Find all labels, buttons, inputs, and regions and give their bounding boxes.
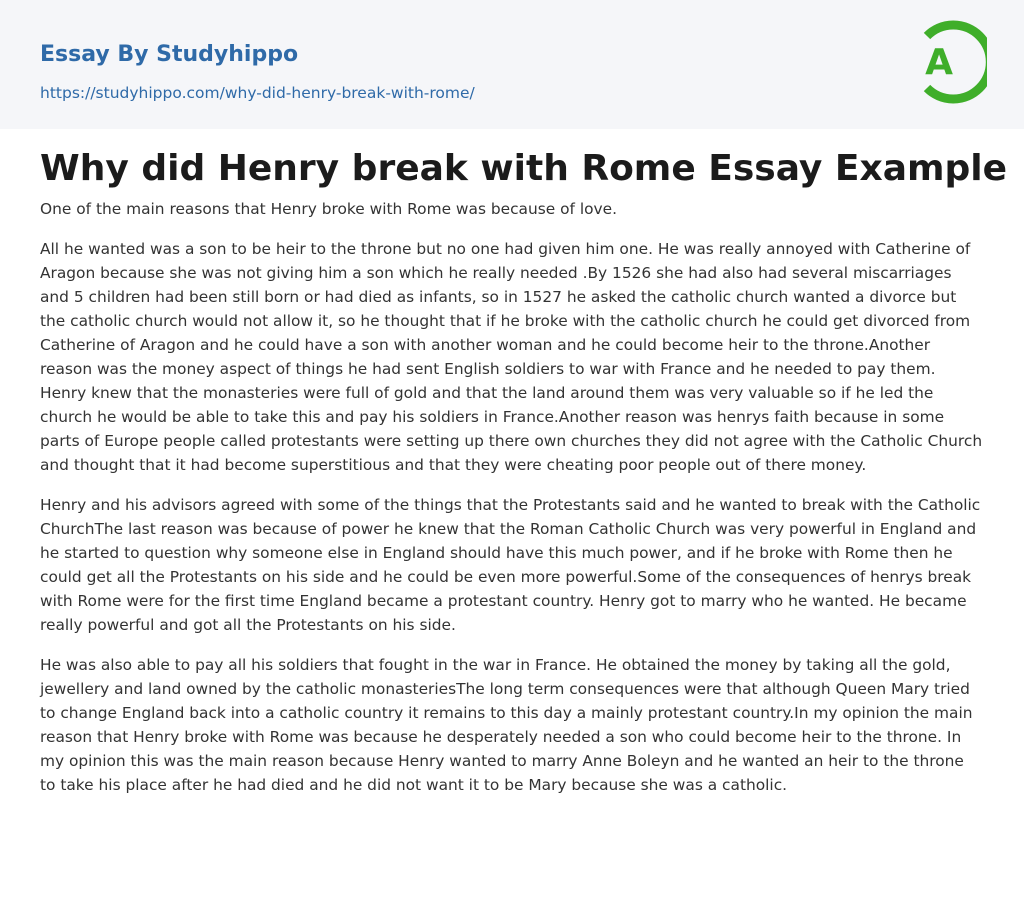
- logo-letter: A: [925, 42, 953, 83]
- essay-content: [0, 147, 1024, 797]
- essay-url-link[interactable]: https://studyhippo.com/why-did-henry-break-with-rome/: [40, 84, 475, 102]
- page-title: Why did Henry break with Rome Essay Example: [40, 148, 1008, 189]
- essay-paragraph: One of the main reasons that Henry broke with Rome was because of love.: [40, 200, 618, 218]
- essay-paragraph: Henry and his advisors agreed with some of the things that the Protestants said and he wanted to break with the Catholic ChurchThe last reason was because of power he knew that the Roman Catholic Church was very powerful in England and he started to question why someone else in England should have this much power, and if he broke with Rome then he could get all the Protestants on his side and he could be even more powerful.Some of the consequences of henrys break with Rome were for the first time England became a protestant country. Henry got to marry who he wanted. He became really powerful and got all the Protestants on his side.: [40, 496, 981, 634]
- site-brand[interactable]: Essay By Studyhippo: [40, 42, 299, 67]
- essay-paragraph: He was also able to pay all his soldiers that fought in the war in France. He obtained the money by taking all the gold, jewellery and land owned by the catholic monasteriesThe long term consequences were that although Queen Mary tried to change England back into a catholic country it remains to this day a mainly protestant country.In my opinion the main reason that Henry broke with Rome was because he desperately needed a son who could become heir to the throne. In my opinion this was the main reason because Henry wanted to marry Anne Boleyn and he wanted an heir to the throne to take his place after he had died and he did not want it to be Mary because she was a catholic.: [40, 656, 973, 794]
- essay-paragraph: All he wanted was a son to be heir to the throne but no one had given him one. He was really annoyed with Catherine of Aragon because she was not giving him a son which he really needed .By 1526 she had also had several miscarriages and 5 children had been still born or had died as infants, so in 1527 he asked the catholic church wanted a divorce but the catholic church would not allow it, so he thought that if he broke with the catholic church he could get divorced from Catherine of Aragon and he could have a son with another woman and he could become heir to the throne.Another reason was the money aspect of things he had sent English soldiers to war with France and he needed to pay them. Henry knew that the monasteries were full of gold and that the land around them was very valuable so if he led the church he would be able to take this and pay his soldiers in France.Another reason was henrys faith because in some parts of Europe people called protestants were setting up there own churches they did not agree with the Catholic Church and thought that it had become superstitious and that they were cheating poor people out of there money.: [40, 240, 983, 474]
- studyhippo-logo-icon[interactable]: [911, 19, 987, 105]
- site-header: [0, 0, 1024, 129]
